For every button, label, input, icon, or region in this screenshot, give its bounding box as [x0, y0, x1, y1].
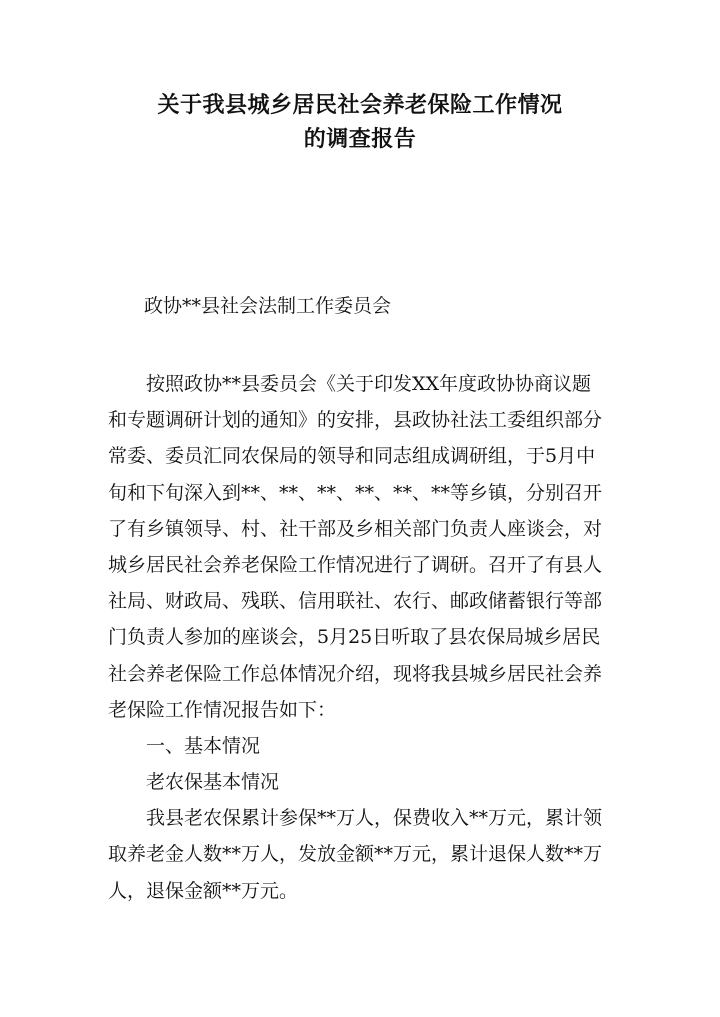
body-line: 社局、财政局、残联、信用联社、农行、邮政储蓄银行等部: [108, 590, 603, 613]
title-line-2: 的调查报告: [303, 126, 417, 152]
body-line: 门负责人参加的座谈会，5月25日听取了县农保局城乡居民: [108, 626, 601, 649]
body-line: 常委、委员汇同农保局的领导和同志组成调研组，于5月中: [108, 445, 596, 468]
body-line: 一、基本情况: [146, 734, 261, 757]
body-line: 了有乡镇领导、村、社干部及乡相关部门负责人座谈会，对: [108, 517, 603, 540]
body-line: 老保险工作情况报告如下：: [108, 698, 337, 721]
body-line: 按照政协**县委员会《关于印发XX年度政协协商议题: [146, 373, 592, 395]
document-title: [0, 88, 720, 156]
title-line-1: 关于我县城乡居民社会养老保险工作情况: [157, 92, 563, 118]
body-line: 人，退保金额**万元。: [108, 879, 299, 902]
body-line: 旬和下旬深入到**、**、**、**、**、**等乡镇，分别召开: [108, 481, 603, 504]
body-line: 和专题调研计划的通知》的安排，县政协社法工委组织部分: [108, 409, 603, 432]
body-line: 老农保基本情况: [146, 771, 280, 794]
body-line: 我县老农保累计参保**万人，保费收入**万元，累计领: [146, 807, 603, 830]
body-text: [108, 366, 612, 909]
body-line: 社会养老保险工作总体情况介绍，现将我县城乡居民社会养: [108, 662, 603, 685]
author-line: 政协**县社会法制工作委员会: [144, 295, 392, 317]
body-line: 城乡居民社会养老保险工作情况进行了调研。召开了有县人: [108, 553, 603, 576]
body-line: 取养老金人数**万人，发放金额**万元，累计退保人数**万: [108, 843, 603, 866]
